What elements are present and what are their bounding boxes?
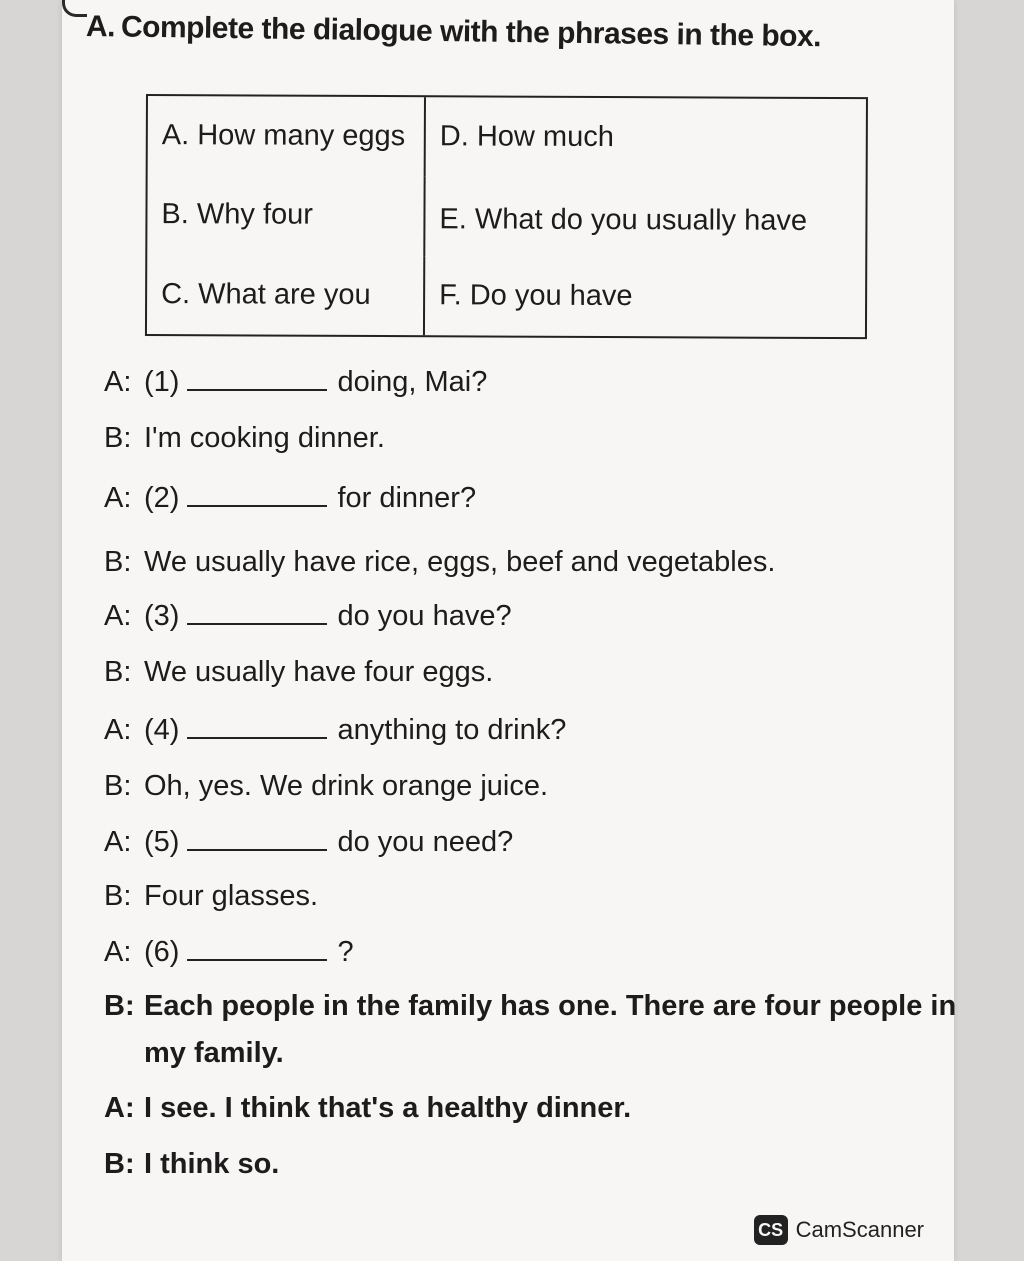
speaker-label: A:	[104, 1092, 135, 1124]
line-text: Four glasses.	[144, 880, 319, 912]
blank-number: (3)	[144, 600, 180, 632]
camscanner-logo-icon: CS	[754, 1215, 788, 1245]
answer-blank-3[interactable]	[187, 601, 327, 625]
speaker-label: B:	[104, 1148, 135, 1180]
line-text: I think so.	[144, 1148, 280, 1180]
blank-number: (1)	[144, 366, 180, 398]
dialogue-line-7	[104, 714, 566, 747]
line-text: We usually have four eggs.	[144, 656, 494, 688]
dialogue-line-9	[104, 826, 513, 859]
dialogue-line-12	[104, 990, 956, 1070]
dialogue-line-2	[104, 422, 385, 455]
phrase-e: E. What do you usually have	[439, 203, 808, 238]
line-text: do you have?	[337, 600, 512, 632]
dialogue-line-6	[104, 656, 493, 689]
speaker-label: A:	[104, 600, 132, 632]
line-text: Each people in the family has one. There are four people in	[144, 990, 957, 1022]
speaker-label: B:	[104, 546, 132, 578]
speaker-label: A:	[104, 936, 132, 968]
blank-number: (2)	[144, 482, 180, 514]
dialogue-line-1	[104, 366, 487, 399]
speaker-label: A:	[104, 714, 132, 746]
dialogue-line-13	[104, 1092, 631, 1125]
speaker-label: A:	[104, 366, 132, 398]
dialogue-line-10	[104, 880, 318, 913]
answer-blank-2[interactable]	[187, 483, 327, 507]
dialogue-line-5	[104, 600, 512, 633]
line-text: I see. I think that's a healthy dinner.	[144, 1092, 632, 1124]
line-text: We usually have rice, eggs, beef and vegetables.	[144, 546, 776, 578]
line-text: anything to drink?	[337, 714, 567, 746]
answer-blank-5[interactable]	[187, 827, 327, 851]
phrase-b: B. Why four	[147, 175, 425, 256]
phrase-c: C. What are you	[147, 255, 425, 336]
blank-number: (5)	[144, 826, 180, 858]
speaker-label: A:	[104, 482, 132, 514]
exercise-letter: A.	[85, 10, 116, 44]
line-text: I'm cooking dinner.	[144, 422, 385, 454]
dialogue-line-14	[104, 1148, 279, 1181]
dialogue-line-8	[104, 770, 548, 803]
speaker-label: B:	[104, 990, 135, 1022]
speaker-label: B:	[104, 656, 132, 688]
dialogue-line-3	[104, 482, 476, 515]
line-text: Oh, yes. We drink orange juice.	[144, 770, 549, 802]
phrase-box	[145, 94, 868, 339]
dialogue-line-4	[104, 546, 775, 579]
blank-number: (4)	[144, 714, 180, 746]
answer-blank-6[interactable]	[187, 937, 327, 961]
line-text: do you need?	[337, 826, 514, 858]
phrase-a: A. How many eggs	[148, 96, 426, 177]
phrase-f: F. Do you have	[439, 279, 633, 312]
speaker-label: B:	[104, 770, 132, 802]
speaker-label: B:	[104, 422, 132, 454]
blank-number: (6)	[144, 936, 180, 968]
camscanner-watermark	[754, 1215, 924, 1245]
speaker-label: B:	[104, 880, 132, 912]
exercise-instruction: Complete the dialogue with the phrases in the box.	[120, 10, 822, 54]
line-text: for dinner?	[337, 482, 477, 514]
answer-blank-1[interactable]	[187, 367, 327, 391]
dialogue-line-11	[104, 936, 354, 969]
phrase-d: D. How much	[439, 120, 614, 154]
camscanner-label: CamScanner	[795, 1217, 924, 1242]
line-text: ?	[337, 936, 354, 968]
answer-blank-4[interactable]	[187, 715, 327, 739]
line-text: doing, Mai?	[337, 366, 488, 398]
speaker-label: A:	[104, 826, 132, 858]
line-text-continued: my family.	[144, 1037, 284, 1069]
